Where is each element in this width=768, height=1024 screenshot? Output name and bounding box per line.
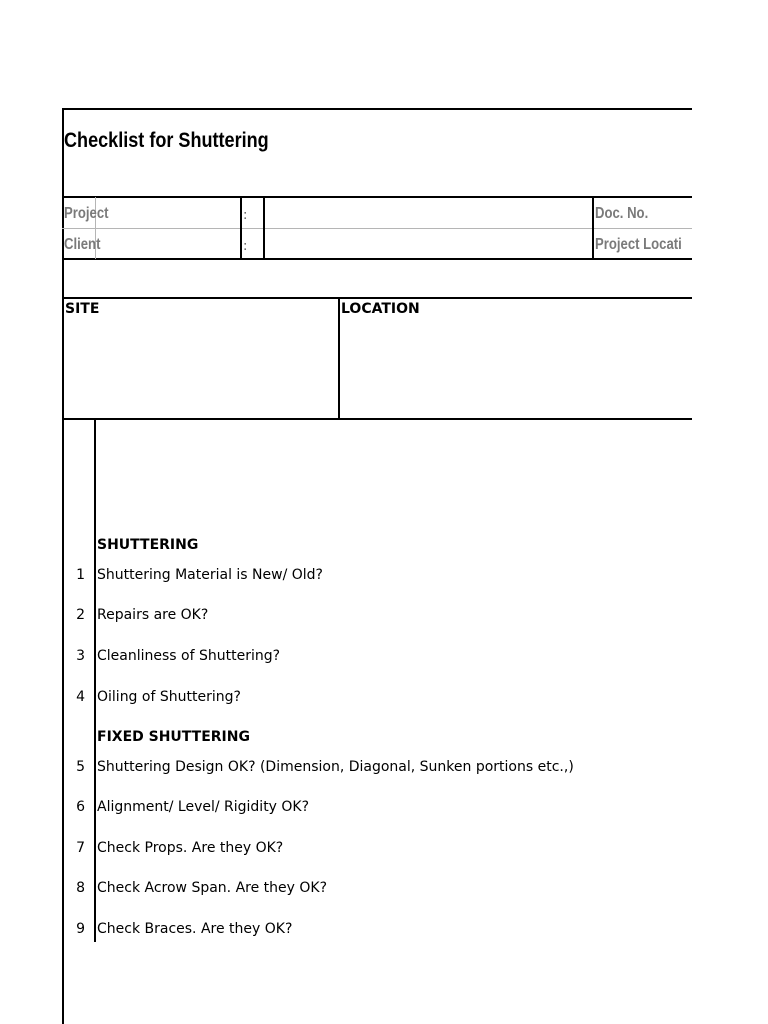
checklist-item-text: Shuttering Material is New/ Old? bbox=[97, 567, 323, 583]
header-divider-colon-right bbox=[263, 197, 265, 259]
project-value-field[interactable] bbox=[266, 199, 590, 227]
location-label: LOCATION bbox=[341, 301, 420, 317]
checklist-item-number: 4 bbox=[76, 689, 85, 705]
location-value-field[interactable] bbox=[342, 320, 690, 416]
header-divider-docno bbox=[592, 197, 594, 259]
checklist-item-text: Repairs are OK? bbox=[97, 607, 209, 623]
checklist-item-text: Shuttering Design OK? (Dimension, Diagonal, Sunken portions etc.,) bbox=[97, 759, 574, 775]
form-top-border bbox=[62, 108, 692, 110]
checklist-item-text: Oiling of Shuttering? bbox=[97, 689, 241, 705]
checklist-item-text: Check Braces. Are they OK? bbox=[97, 921, 293, 937]
checklist-number-divider bbox=[94, 420, 96, 942]
checklist-item-text: Check Acrow Span. Are they OK? bbox=[97, 880, 328, 896]
checklist-item-number: 3 bbox=[76, 648, 85, 664]
doc-no-label: Doc. No. bbox=[595, 205, 649, 222]
checklist-item-number: 5 bbox=[76, 759, 85, 775]
checklist-item-number: 9 bbox=[76, 921, 85, 937]
client-value-field[interactable] bbox=[266, 230, 590, 257]
header-row-divider bbox=[62, 228, 692, 229]
checklist-item-number: 7 bbox=[76, 840, 85, 856]
header-bottom-border bbox=[62, 258, 692, 260]
site-top-border bbox=[62, 297, 692, 299]
checklist-item-number: 8 bbox=[76, 880, 85, 896]
checklist-item-number: 6 bbox=[76, 799, 85, 815]
section-heading-fixed-shuttering: FIXED SHUTTERING bbox=[97, 729, 250, 745]
header-top-border bbox=[62, 196, 692, 198]
client-label: Client bbox=[64, 236, 101, 253]
client-colon: : bbox=[243, 239, 248, 254]
header-divider-colon-left bbox=[240, 197, 242, 259]
section-heading-shuttering: SHUTTERING bbox=[97, 537, 199, 553]
project-label: Project bbox=[64, 205, 109, 222]
checklist-item-number: 2 bbox=[76, 607, 85, 623]
checklist-left-border bbox=[62, 420, 64, 1024]
project-colon: : bbox=[243, 208, 248, 223]
site-value-field[interactable] bbox=[66, 320, 336, 416]
site-bottom-border bbox=[62, 418, 692, 420]
site-location-divider bbox=[338, 298, 340, 420]
form-left-border bbox=[62, 108, 64, 420]
checklist-item-text: Cleanliness of Shuttering? bbox=[97, 648, 281, 664]
form-title: Checklist for Shuttering bbox=[64, 129, 269, 152]
project-location-label: Project Locati bbox=[595, 236, 682, 253]
checklist-item-text: Alignment/ Level/ Rigidity OK? bbox=[97, 799, 310, 815]
checklist-item-number: 1 bbox=[76, 567, 85, 583]
checklist-item-text: Check Props. Are they OK? bbox=[97, 840, 284, 856]
site-label: SITE bbox=[65, 301, 100, 317]
